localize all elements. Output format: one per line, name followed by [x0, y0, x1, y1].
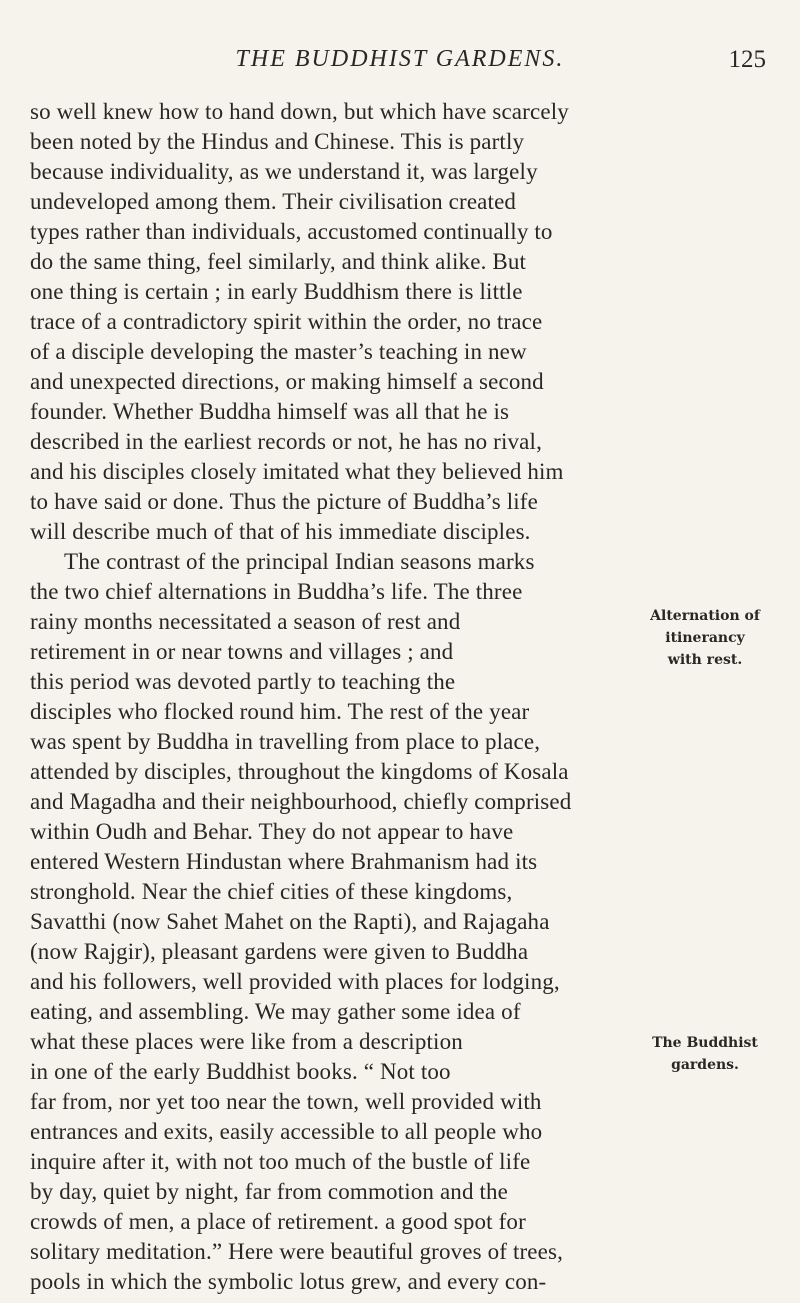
- page-number: 125: [728, 46, 766, 73]
- text-line: retirement in or near towns and villages ; and: [30, 639, 454, 664]
- text-line: so well knew how to hand down, but which have scarcely: [30, 99, 569, 124]
- text-line: solitary meditation.” Here were beautiful groves of trees,: [30, 1239, 564, 1264]
- text-line: within Oudh and Behar. They do not appear to have: [30, 819, 514, 844]
- text-line: do the same thing, feel similarly, and think alike. But: [30, 249, 527, 274]
- text-line: disciples who flocked round him. The rest of the year: [30, 699, 530, 724]
- text-line: and his disciples closely imitated what they believed him: [30, 459, 564, 484]
- margin-note-alternation: [620, 605, 790, 671]
- text-line: by day, quiet by night, far from commotion and the: [30, 1179, 509, 1204]
- running-title: THE BUDDHIST GARDENS.: [235, 46, 565, 72]
- text-line: the two chief alternations in Buddha’s life. The three: [30, 579, 523, 604]
- text-line: to have said or done. Thus the picture of Buddha’s life: [30, 489, 538, 514]
- text-line: eating, and assembling. We may gather some idea of: [30, 999, 521, 1024]
- text-line: what these places were like from a description: [30, 1029, 463, 1054]
- text-line: and Magadha and their neighbourhood, chiefly comprised: [30, 789, 572, 814]
- margin-note-line: gardens.: [671, 1057, 739, 1073]
- margin-note-line: The Buddhist: [652, 1035, 758, 1051]
- text-line: because individuality, as we understand it, was largely: [30, 159, 538, 184]
- text-line: and unexpected directions, or making himself a second: [30, 369, 544, 394]
- text-line: and his followers, well provided with places for lodging,: [30, 969, 560, 994]
- margin-note-line: with rest.: [667, 652, 743, 668]
- text-line: described in the earliest records or not, he has no rival,: [30, 429, 542, 454]
- text-line: attended by disciples, throughout the kingdoms of Kosala: [30, 759, 569, 784]
- text-line: entered Western Hindustan where Brahmanism had its: [30, 849, 538, 874]
- text-line: The contrast of the principal Indian seasons marks: [64, 549, 535, 574]
- margin-note-gardens: [620, 1032, 790, 1076]
- text-line: of a disciple developing the master’s teaching in new: [30, 339, 527, 364]
- text-line: (now Rajgir), pleasant gardens were given to Buddha: [30, 939, 529, 964]
- text-line: trace of a contradictory spirit within the order, no trace: [30, 309, 543, 334]
- text-line: was spent by Buddha in travelling from place to place,: [30, 729, 541, 754]
- text-line: Savatthi (now Sahet Mahet on the Rapti), and Rajagaha: [30, 909, 550, 934]
- text-line: crowds of men, a place of retirement. a good spot for: [30, 1209, 526, 1234]
- text-line: one thing is certain ; in early Buddhism there is little: [30, 279, 523, 304]
- margin-note-line: Alternation of: [650, 608, 760, 624]
- text-line: rainy months necessitated a season of rest and: [30, 609, 461, 634]
- text-line: entrances and exits, easily accessible to all people who: [30, 1119, 543, 1144]
- text-line: undeveloped among them. Their civilisation created: [30, 189, 517, 214]
- text-line: far from, nor yet too near the town, well provided with: [30, 1089, 542, 1114]
- text-line: will describe much of that of his immediate disciples.: [30, 519, 531, 544]
- text-line: inquire after it, with not too much of the bustle of life: [30, 1149, 531, 1174]
- text-line: pools in which the symbolic lotus grew, and every con-: [30, 1269, 547, 1294]
- text-line: in one of the early Buddhist books. “ Not too: [30, 1059, 451, 1084]
- text-line: founder. Whether Buddha himself was all that he is: [30, 399, 510, 424]
- text-line: this period was devoted partly to teaching the: [30, 669, 456, 694]
- text-line: types rather than individuals, accustomed continually to: [30, 219, 553, 244]
- text-line: been noted by the Hindus and Chinese. This is partly: [30, 129, 525, 154]
- margin-note-line: itinerancy: [665, 630, 745, 646]
- text-line: stronghold. Near the chief cities of these kingdoms,: [30, 879, 513, 904]
